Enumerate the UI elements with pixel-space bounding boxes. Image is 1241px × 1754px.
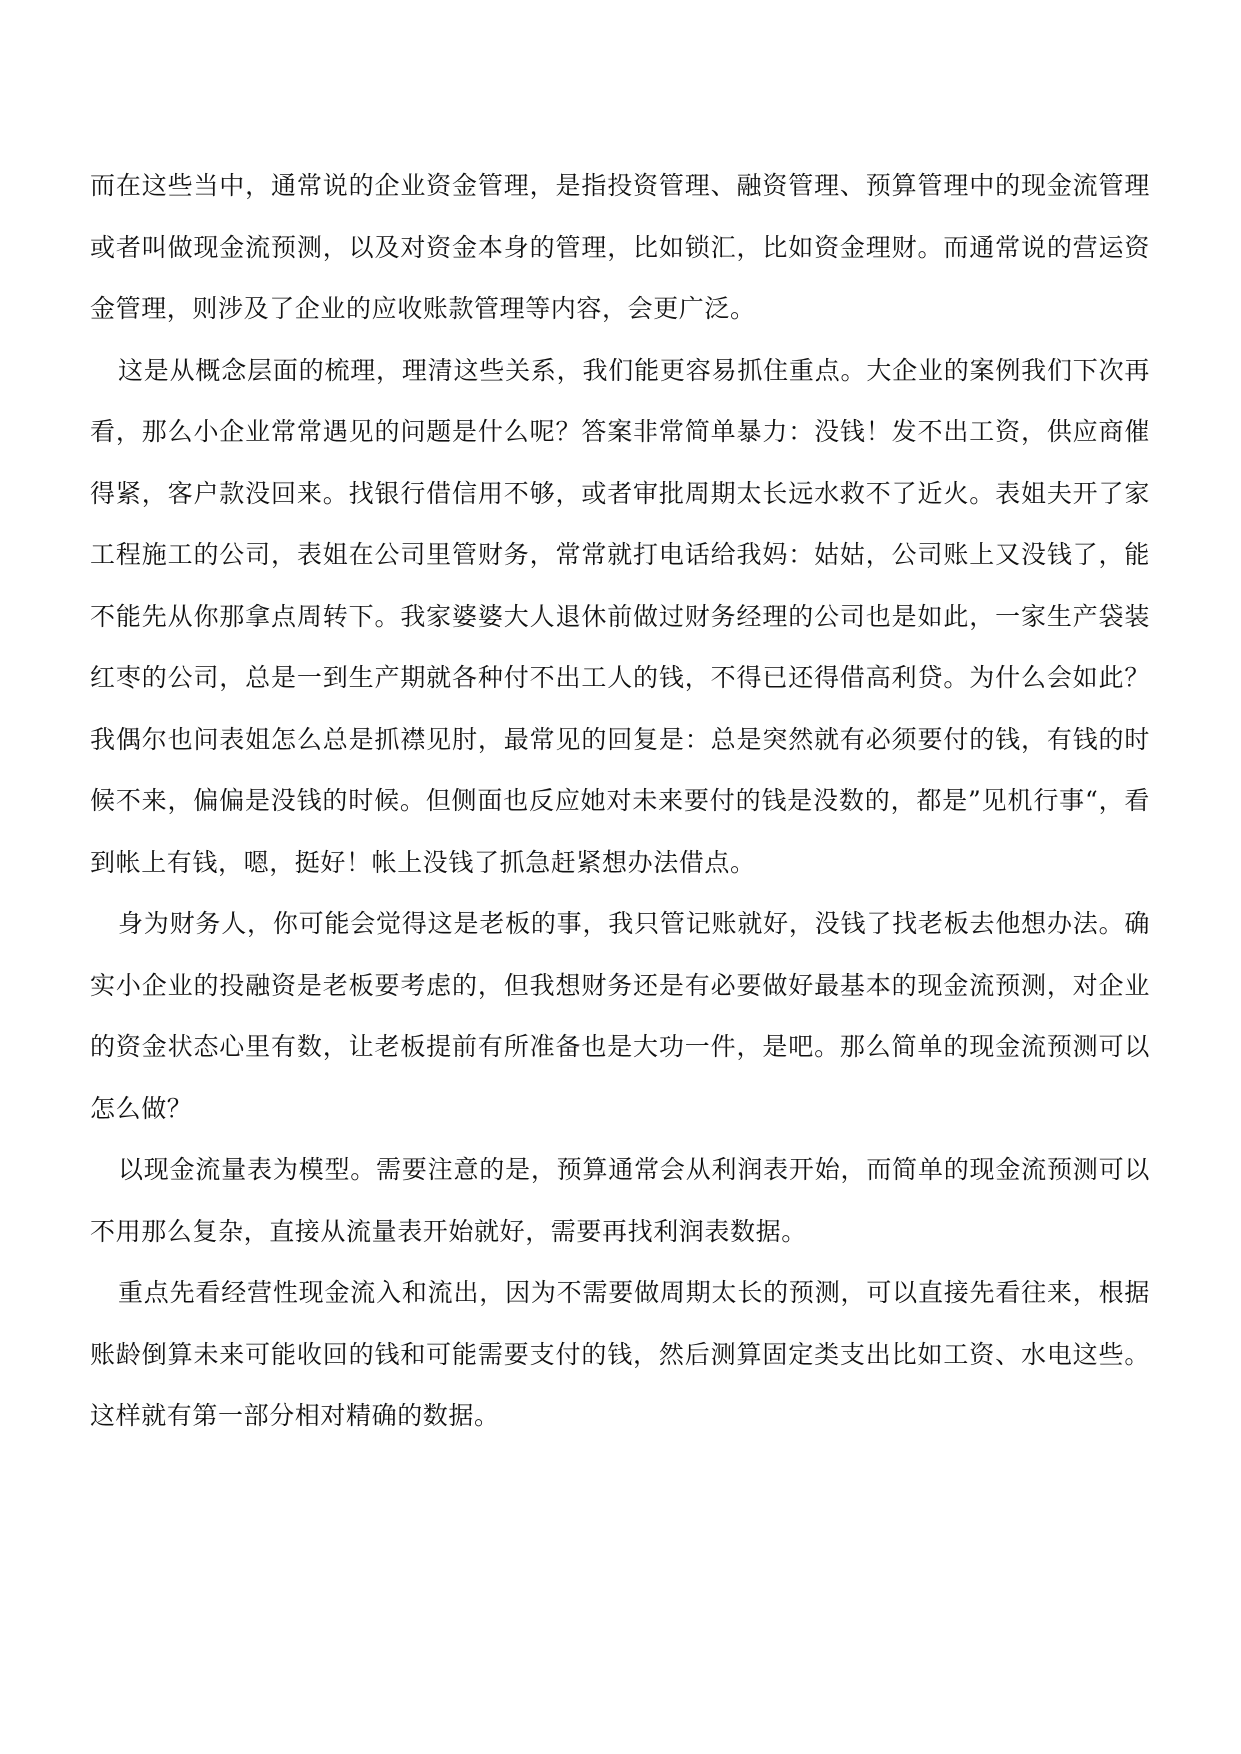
paragraph-3: 身为财务人，你可能会觉得这是老板的事，我只管记账就好，没钱了找老板去他想办法。确实小企业的投融资是老板要考虑的，但我想财务还是有必要做好最基本的现金流预测，对企业的资金状态心里有数，让老板提前有所准备也是大功一件，是吧。那么简单的现金流预测可以怎么做？ [90,909,1150,1123]
paragraph-2: 这是从概念层面的梳理，理清这些关系，我们能更容易抓住重点。大企业的案例我们下次再看，那么小企业常常遇见的问题是什么呢？答案非常简单暴力：没钱！发不出工资，供应商催得紧，客户款没回来。找银行借信用不够，或者审批周期太长远水救不了近火。表姐夫开了家工程施工的公司，表姐在公司里管财务，常常就打电话给我妈：姑姑，公司账上又没钱了，能不能先从你那拿点周转下。我家婆婆大人退休前做过财务经理的公司也是如此，一家生产袋装红枣的公司，总是一到生产期就各种付不出工人的钱，不得已还得借高利贷。为什么会如此？我偶尔也问表姐怎么总是抓襟见肘，最常见的回复是：总是突然就有必须要付的钱，有钱的时候不来，偏偏是没钱的时候。但侧面也反应她对未来要付的钱是没数的，都是”见机行事“，看到帐上有钱，嗯，挺好！帐上没钱了抓急赶紧想办法借点。 [90,355,1150,877]
paragraph-1: 而在这些当中，通常说的企业资金管理，是指投资管理、融资管理、预算管理中的现金流管理或者叫做现金流预测，以及对资金本身的管理，比如锁汇，比如资金理财。而通常说的营运资金管理，则涉及了企业的应收账款管理等内容，会更广泛。 [90,171,1150,323]
paragraph-5: 重点先看经营性现金流入和流出，因为不需要做周期太长的预测，可以直接先看往来，根据账龄倒算未来可能收回的钱和可能需要支付的钱，然后测算固定类支出比如工资、水电这些。这样就有第一部分相对精确的数据。 [90,1278,1150,1430]
document-body [90,155,1150,1447]
paragraph-4: 以现金流量表为模型。需要注意的是，预算通常会从利润表开始，而简单的现金流预测可以不用那么复杂，直接从流量表开始就好，需要再找利润表数据。 [90,1155,1150,1246]
